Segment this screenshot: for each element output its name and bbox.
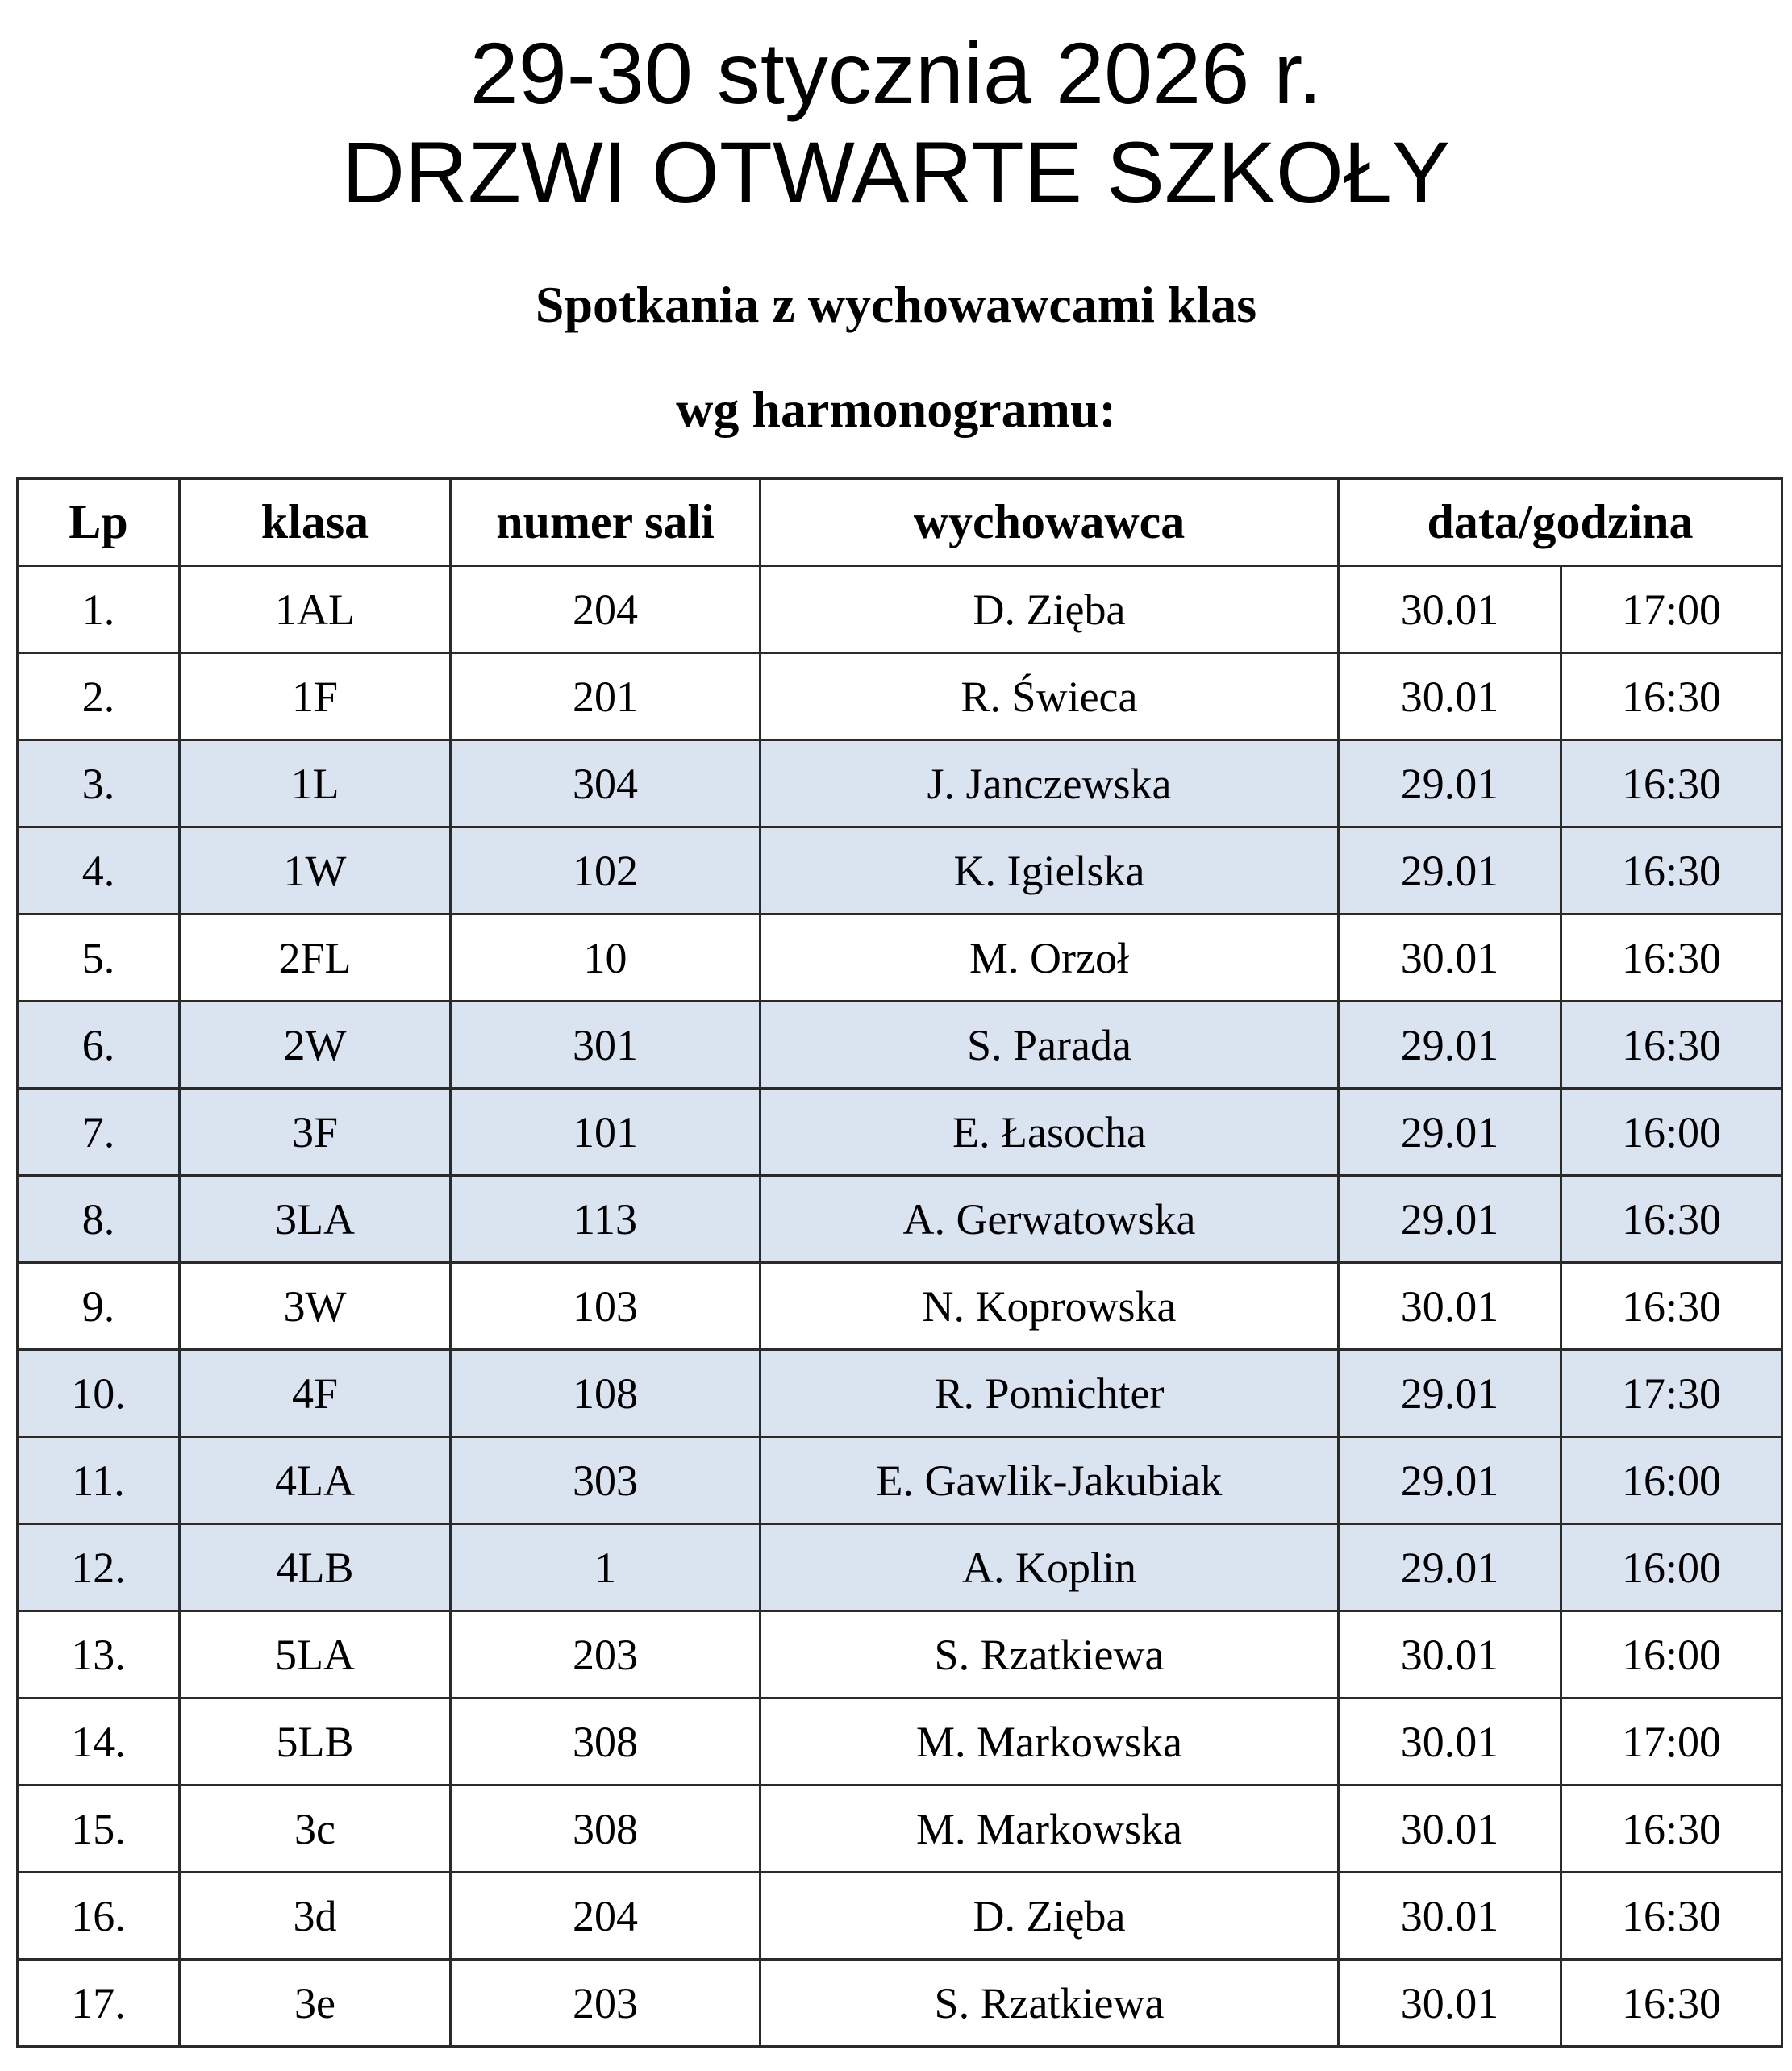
cell-numer-sali: 10 xyxy=(451,915,761,1002)
cell-wychowawca: M. Orzoł xyxy=(761,915,1339,1002)
event-name-title: DRZWI OTWARTE SZKOŁY xyxy=(341,123,1451,221)
cell-data: 30.01 xyxy=(1339,566,1561,653)
cell-klasa: 4F xyxy=(180,1350,451,1437)
cell-klasa: 1F xyxy=(180,653,451,740)
cell-wychowawca: A. Koplin xyxy=(761,1524,1339,1611)
cell-klasa: 4LB xyxy=(180,1524,451,1611)
cell-wychowawca: J. Janczewska xyxy=(761,740,1339,827)
cell-godzina: 16:30 xyxy=(1561,827,1782,915)
cell-wychowawca: A. Gerwatowska xyxy=(761,1176,1339,1263)
table-row xyxy=(18,1263,1782,1350)
cell-lp: 5. xyxy=(18,915,180,1002)
cell-numer-sali: 1 xyxy=(451,1524,761,1611)
cell-lp: 7. xyxy=(18,1089,180,1176)
cell-lp: 10. xyxy=(18,1350,180,1437)
cell-data: 30.01 xyxy=(1339,1263,1561,1350)
cell-godzina: 17:00 xyxy=(1561,1698,1782,1786)
cell-data: 29.01 xyxy=(1339,1524,1561,1611)
table-row xyxy=(18,1524,1782,1611)
table-row xyxy=(18,1611,1782,1698)
cell-wychowawca: D. Zięba xyxy=(761,566,1339,653)
cell-wychowawca: R. Pomichter xyxy=(761,1350,1339,1437)
cell-klasa: 1L xyxy=(180,740,451,827)
column-header-data-godzina: data/godzina xyxy=(1339,479,1782,566)
table-row xyxy=(18,566,1782,653)
cell-lp: 11. xyxy=(18,1437,180,1524)
cell-klasa: 3LA xyxy=(180,1176,451,1263)
cell-klasa: 1AL xyxy=(180,566,451,653)
cell-godzina: 16:00 xyxy=(1561,1437,1782,1524)
cell-wychowawca: S. Parada xyxy=(761,1002,1339,1089)
cell-lp: 16. xyxy=(18,1873,180,1960)
table-row xyxy=(18,1873,1782,1960)
cell-numer-sali: 308 xyxy=(451,1786,761,1873)
cell-klasa: 3c xyxy=(180,1786,451,1873)
table-row xyxy=(18,1960,1782,2047)
table-row xyxy=(18,1089,1782,1176)
cell-lp: 9. xyxy=(18,1263,180,1350)
cell-klasa: 5LA xyxy=(180,1611,451,1698)
cell-data: 29.01 xyxy=(1339,1437,1561,1524)
column-header-lp: Lp xyxy=(18,479,180,566)
cell-numer-sali: 304 xyxy=(451,740,761,827)
cell-lp: 13. xyxy=(18,1611,180,1698)
table-row xyxy=(18,1350,1782,1437)
cell-klasa: 3d xyxy=(180,1873,451,1960)
event-date-title: 29-30 stycznia 2026 r. xyxy=(469,24,1323,122)
cell-wychowawca: D. Zięba xyxy=(761,1873,1339,1960)
cell-klasa: 1W xyxy=(180,827,451,915)
cell-numer-sali: 108 xyxy=(451,1350,761,1437)
cell-numer-sali: 204 xyxy=(451,1873,761,1960)
cell-lp: 6. xyxy=(18,1002,180,1089)
table-row xyxy=(18,827,1782,915)
cell-numer-sali: 201 xyxy=(451,653,761,740)
cell-lp: 2. xyxy=(18,653,180,740)
cell-klasa: 4LA xyxy=(180,1437,451,1524)
cell-godzina: 16:00 xyxy=(1561,1611,1782,1698)
cell-godzina: 16:30 xyxy=(1561,1786,1782,1873)
cell-klasa: 3F xyxy=(180,1089,451,1176)
cell-lp: 17. xyxy=(18,1960,180,2047)
column-header-klasa: klasa xyxy=(180,479,451,566)
cell-data: 29.01 xyxy=(1339,1089,1561,1176)
table-row xyxy=(18,1786,1782,1873)
cell-data: 29.01 xyxy=(1339,1176,1561,1263)
cell-numer-sali: 203 xyxy=(451,1960,761,2047)
cell-data: 30.01 xyxy=(1339,653,1561,740)
table-row xyxy=(18,740,1782,827)
table-row xyxy=(18,915,1782,1002)
cell-lp: 12. xyxy=(18,1524,180,1611)
cell-numer-sali: 204 xyxy=(451,566,761,653)
cell-numer-sali: 102 xyxy=(451,827,761,915)
cell-wychowawca: N. Koprowska xyxy=(761,1263,1339,1350)
cell-godzina: 16:30 xyxy=(1561,1002,1782,1089)
cell-data: 29.01 xyxy=(1339,1002,1561,1089)
cell-godzina: 16:30 xyxy=(1561,653,1782,740)
cell-godzina: 16:30 xyxy=(1561,1873,1782,1960)
cell-numer-sali: 301 xyxy=(451,1002,761,1089)
cell-klasa: 3W xyxy=(180,1263,451,1350)
cell-klasa: 2W xyxy=(180,1002,451,1089)
cell-data: 30.01 xyxy=(1339,1698,1561,1786)
cell-numer-sali: 103 xyxy=(451,1263,761,1350)
cell-godzina: 17:00 xyxy=(1561,566,1782,653)
cell-data: 30.01 xyxy=(1339,1960,1561,2047)
cell-klasa: 2FL xyxy=(180,915,451,1002)
table-header-row xyxy=(18,479,1782,566)
schedule-body xyxy=(18,566,1782,2047)
cell-lp: 3. xyxy=(18,740,180,827)
cell-godzina: 16:30 xyxy=(1561,740,1782,827)
cell-data: 29.01 xyxy=(1339,740,1561,827)
table-row xyxy=(18,1437,1782,1524)
cell-wychowawca: M. Markowska xyxy=(761,1698,1339,1786)
cell-data: 30.01 xyxy=(1339,1786,1561,1873)
cell-numer-sali: 101 xyxy=(451,1089,761,1176)
subtitle-meetings: Spotkania z wychowawcami klas xyxy=(535,276,1257,333)
cell-klasa: 5LB xyxy=(180,1698,451,1786)
cell-data: 30.01 xyxy=(1339,1873,1561,1960)
cell-wychowawca: R. Świeca xyxy=(761,653,1339,740)
cell-data: 29.01 xyxy=(1339,827,1561,915)
cell-godzina: 16:00 xyxy=(1561,1524,1782,1611)
subtitle-schedule: wg harmonogramu: xyxy=(676,381,1116,438)
cell-godzina: 16:00 xyxy=(1561,1089,1782,1176)
cell-wychowawca: K. Igielska xyxy=(761,827,1339,915)
cell-data: 30.01 xyxy=(1339,1611,1561,1698)
cell-numer-sali: 113 xyxy=(451,1176,761,1263)
column-header-numer-sali: numer sali xyxy=(451,479,761,566)
cell-data: 29.01 xyxy=(1339,1350,1561,1437)
cell-numer-sali: 203 xyxy=(451,1611,761,1698)
cell-godzina: 16:30 xyxy=(1561,1960,1782,2047)
cell-lp: 4. xyxy=(18,827,180,915)
table-row xyxy=(18,653,1782,740)
cell-lp: 8. xyxy=(18,1176,180,1263)
table-row xyxy=(18,1176,1782,1263)
cell-wychowawca: M. Markowska xyxy=(761,1786,1339,1873)
cell-godzina: 16:30 xyxy=(1561,1176,1782,1263)
cell-wychowawca: S. Rzatkiewa xyxy=(761,1960,1339,2047)
cell-lp: 15. xyxy=(18,1786,180,1873)
cell-wychowawca: E. Łasocha xyxy=(761,1089,1339,1176)
cell-klasa: 3e xyxy=(180,1960,451,2047)
cell-lp: 1. xyxy=(18,566,180,653)
cell-data: 30.01 xyxy=(1339,915,1561,1002)
cell-numer-sali: 303 xyxy=(451,1437,761,1524)
cell-numer-sali: 308 xyxy=(451,1698,761,1786)
schedule-table xyxy=(16,477,1783,2048)
cell-wychowawca: S. Rzatkiewa xyxy=(761,1611,1339,1698)
cell-godzina: 17:30 xyxy=(1561,1350,1782,1437)
cell-godzina: 16:30 xyxy=(1561,1263,1782,1350)
table-row xyxy=(18,1002,1782,1089)
cell-wychowawca: E. Gawlik-Jakubiak xyxy=(761,1437,1339,1524)
cell-godzina: 16:30 xyxy=(1561,915,1782,1002)
cell-lp: 14. xyxy=(18,1698,180,1786)
column-header-wychowawca: wychowawca xyxy=(761,479,1339,566)
table-row xyxy=(18,1698,1782,1786)
